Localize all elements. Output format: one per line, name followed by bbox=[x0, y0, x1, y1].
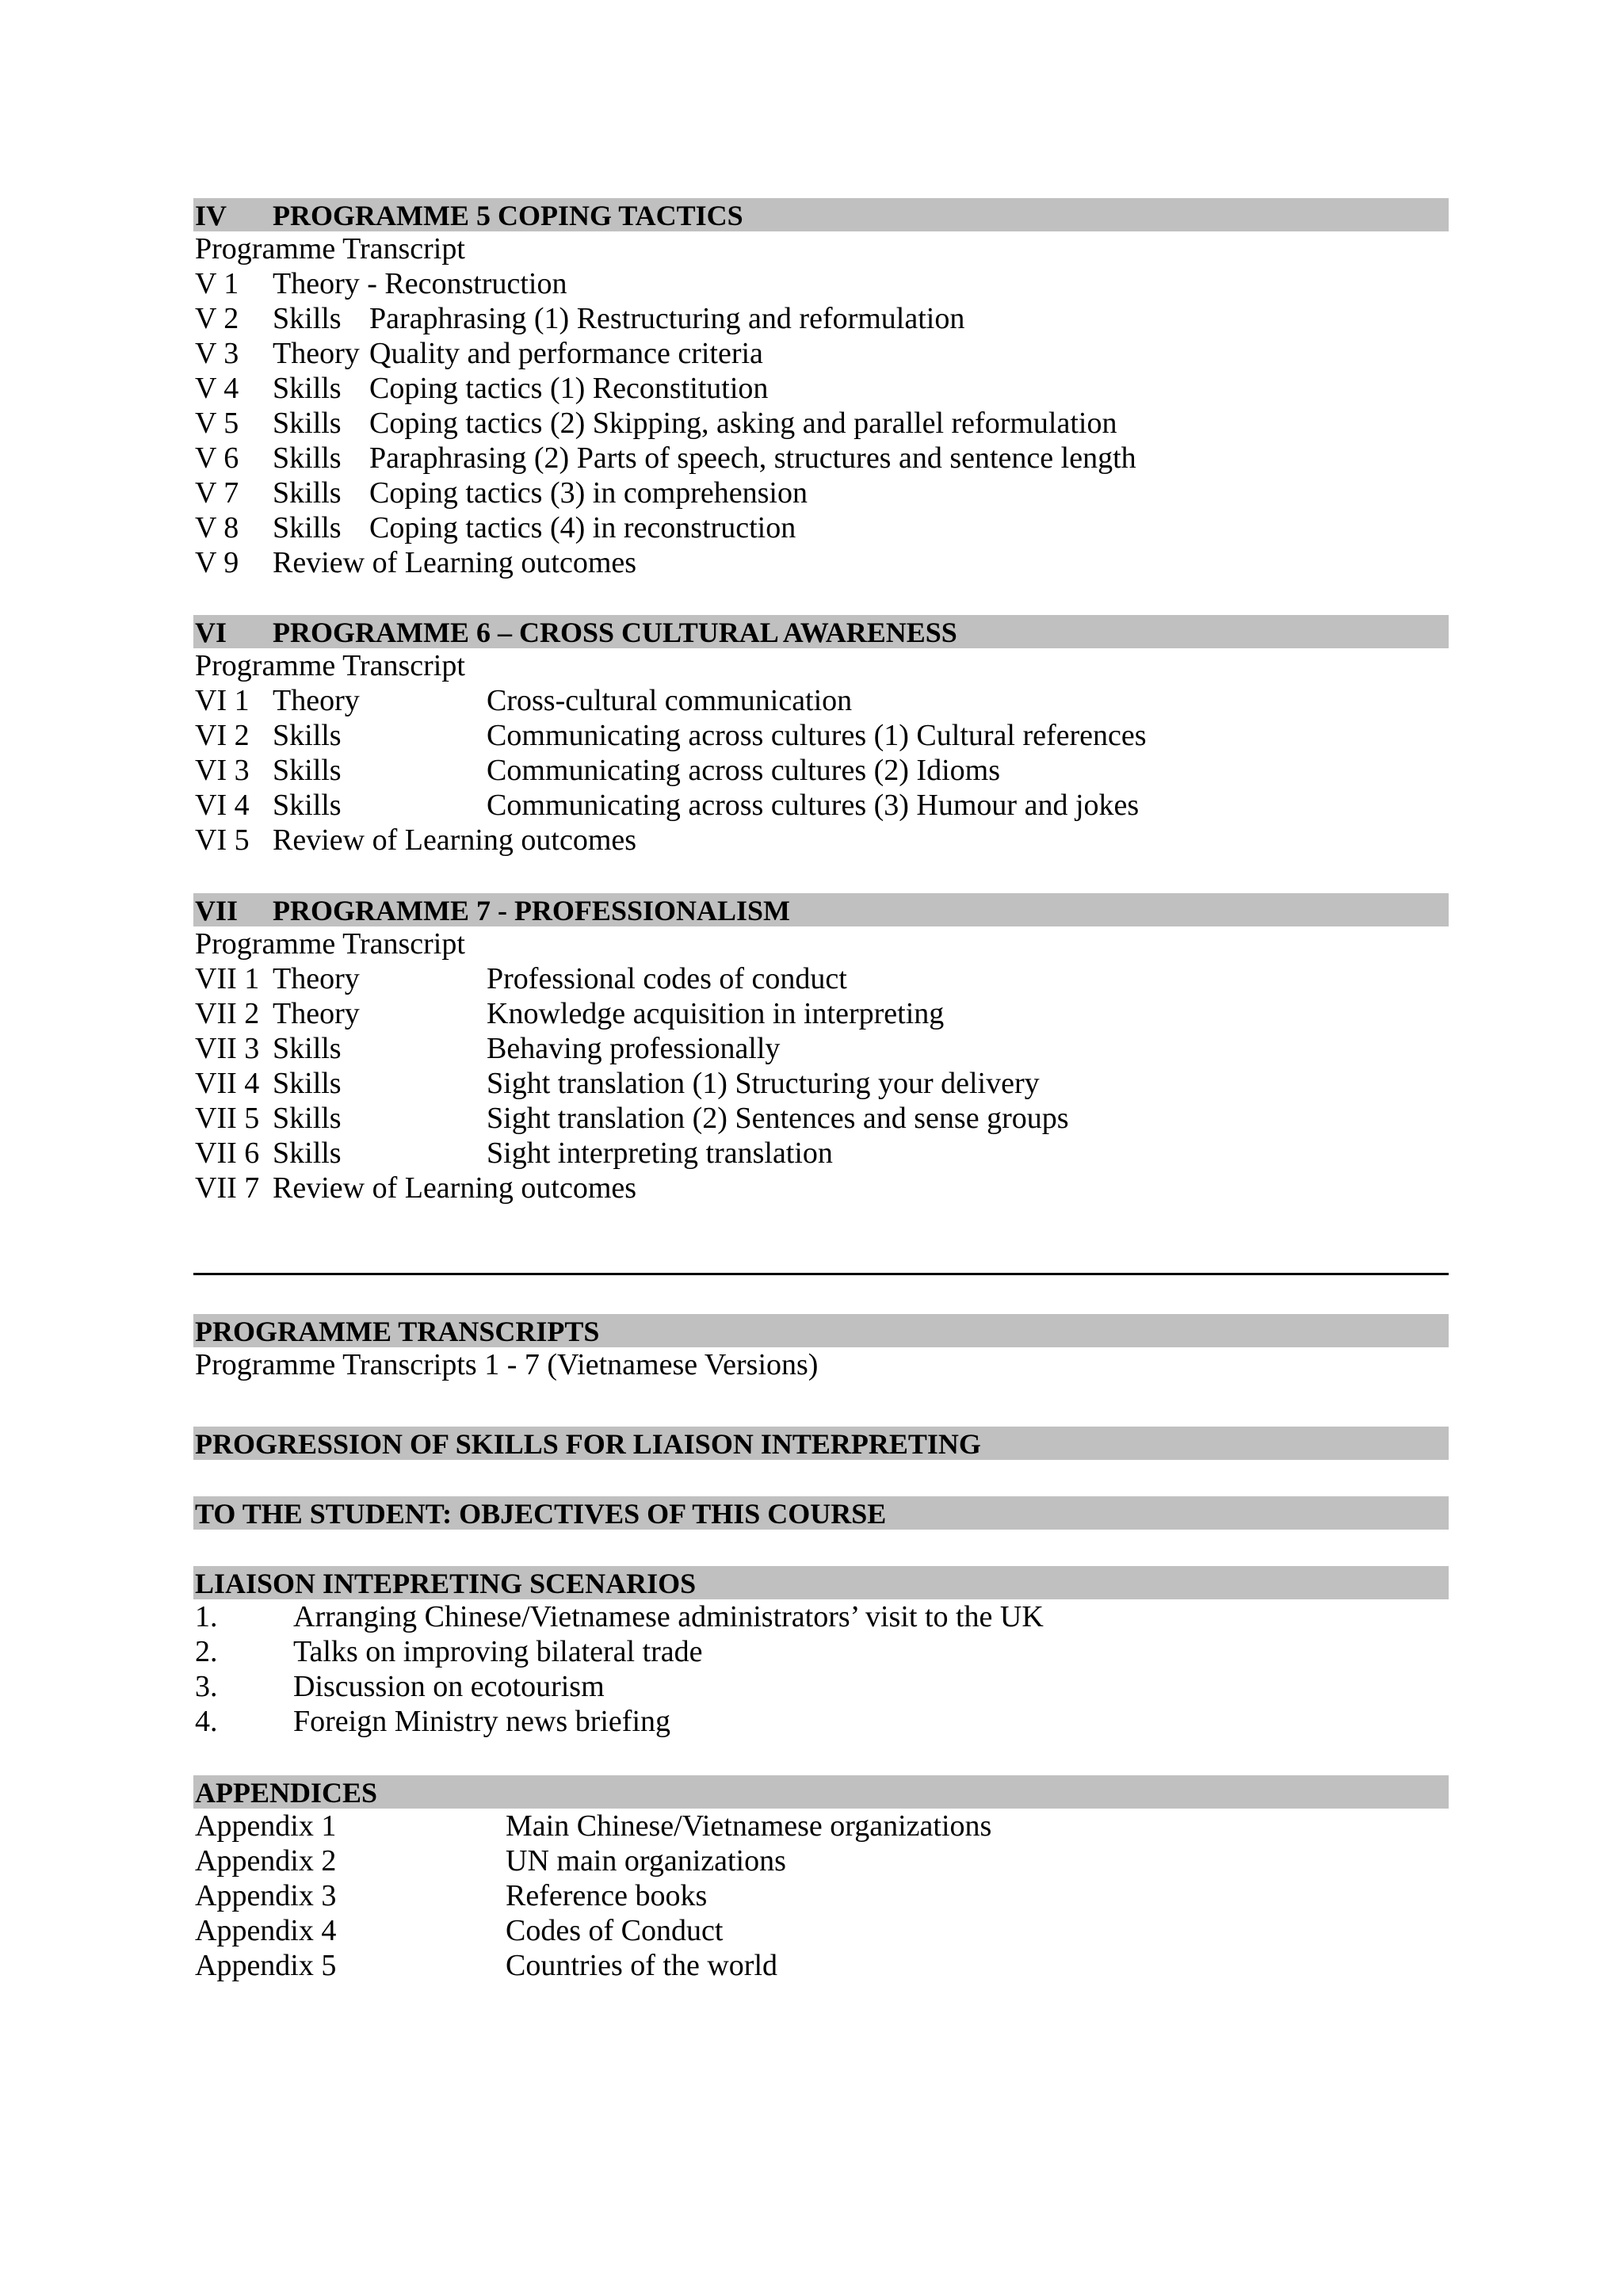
item-description: Communicating across cultures (2) Idioms bbox=[487, 754, 1000, 787]
item-description: Communicating across cultures (3) Humour and jokes bbox=[487, 789, 1140, 822]
list-item bbox=[193, 823, 1449, 858]
scenario-list bbox=[193, 1599, 1449, 1739]
section-header bbox=[193, 198, 1449, 231]
item-description: Sight translation (2) Sentences and sense groups bbox=[487, 1102, 1069, 1135]
list-item bbox=[193, 1031, 1449, 1066]
transcripts-line bbox=[193, 1347, 1449, 1382]
item-code: V 4 bbox=[195, 372, 239, 405]
scenario-number: 1. bbox=[195, 1600, 218, 1633]
list-item bbox=[193, 406, 1449, 441]
appendix-label: Appendix 2 bbox=[195, 1844, 337, 1878]
list-item bbox=[193, 371, 1449, 406]
section-title: PROGRAMME 6 – CROSS CULTURAL AWARENESS bbox=[273, 617, 957, 648]
item-type: Skills bbox=[273, 302, 342, 335]
section-title: PROGRAMME 5 COPING TACTICS bbox=[273, 200, 743, 231]
list-item bbox=[193, 683, 1449, 718]
item-type: Skills bbox=[273, 372, 342, 405]
item-description: Cross-cultural communication bbox=[487, 684, 853, 717]
item-type: Skills bbox=[273, 789, 342, 822]
transcript-line bbox=[193, 648, 1449, 683]
section-objectives bbox=[193, 1496, 1449, 1530]
item-type: Skills bbox=[273, 1067, 342, 1100]
item-description: Professional codes of conduct bbox=[487, 962, 847, 995]
item-list bbox=[193, 266, 1449, 580]
item-description: Sight translation (1) Structuring your delivery bbox=[487, 1067, 1040, 1100]
item-code: V 8 bbox=[195, 511, 239, 544]
item-code: VII 3 bbox=[195, 1032, 260, 1065]
list-item bbox=[193, 301, 1449, 336]
section-number: VII bbox=[195, 895, 239, 926]
item-code: VI 1 bbox=[195, 684, 250, 717]
transcript-line bbox=[193, 231, 1449, 266]
list-item bbox=[193, 788, 1449, 823]
list-item bbox=[193, 1599, 1449, 1634]
section-appendices bbox=[193, 1775, 1449, 1983]
list-item bbox=[193, 961, 1449, 996]
section-title: PROGRESSION OF SKILLS FOR LIAISON INTERPRETING bbox=[195, 1428, 981, 1460]
item-code: V 9 bbox=[195, 546, 239, 579]
list-item bbox=[193, 1066, 1449, 1101]
section-header bbox=[193, 615, 1449, 648]
item-code: V 7 bbox=[195, 476, 239, 510]
list-item bbox=[193, 1704, 1449, 1739]
list-item bbox=[193, 1101, 1449, 1136]
item-type: Skills bbox=[273, 407, 342, 440]
item-description: Paraphrasing (2) Parts of speech, structures and sentence length bbox=[369, 441, 1136, 475]
item-code: VII 2 bbox=[195, 997, 260, 1030]
item-description: Sight interpreting translation bbox=[487, 1137, 833, 1170]
item-description: Paraphrasing (1) Restructuring and reformulation bbox=[369, 302, 965, 335]
section-progression bbox=[193, 1427, 1449, 1460]
item-description: Quality and performance criteria bbox=[369, 337, 763, 370]
list-item bbox=[193, 718, 1449, 753]
scenario-text: Talks on improving bilateral trade bbox=[293, 1635, 703, 1668]
item-description: Coping tactics (1) Reconstitution bbox=[369, 372, 769, 405]
item-type: Skills bbox=[273, 754, 342, 787]
item-description: Coping tactics (4) in reconstruction bbox=[369, 511, 796, 544]
list-item bbox=[193, 1136, 1449, 1171]
item-description: Communicating across cultures (1) Cultural references bbox=[487, 719, 1147, 752]
section-header bbox=[193, 1566, 1449, 1599]
section-header bbox=[193, 1314, 1449, 1347]
section-title: PROGRAMME TRANSCRIPTS bbox=[195, 1316, 600, 1347]
item-type: Review of Learning outcomes bbox=[273, 546, 637, 579]
item-code: VII 6 bbox=[195, 1137, 260, 1170]
appendix-label: Appendix 3 bbox=[195, 1879, 337, 1912]
scenario-text: Foreign Ministry news briefing bbox=[293, 1705, 671, 1738]
section-programme-6 bbox=[193, 615, 1449, 858]
section-number: IV bbox=[195, 200, 227, 231]
list-item bbox=[193, 510, 1449, 545]
item-code: VII 7 bbox=[195, 1171, 260, 1205]
list-item bbox=[193, 753, 1449, 788]
item-description: Coping tactics (2) Skipping, asking and parallel reformulation bbox=[369, 407, 1117, 440]
item-type: Skills bbox=[273, 719, 342, 752]
item-type: Theory bbox=[273, 997, 360, 1030]
item-code: V 5 bbox=[195, 407, 239, 440]
item-code: VII 4 bbox=[195, 1067, 260, 1100]
item-type: Review of Learning outcomes bbox=[273, 1171, 637, 1205]
section-title: LIAISON INTEPRETING SCENARIOS bbox=[195, 1568, 697, 1599]
section-title: APPENDICES bbox=[195, 1777, 378, 1809]
section-scenarios bbox=[193, 1566, 1449, 1739]
section-transcripts bbox=[193, 1314, 1449, 1382]
list-item bbox=[193, 1843, 1449, 1878]
list-item bbox=[193, 545, 1449, 580]
item-code: V 3 bbox=[195, 337, 239, 370]
item-type: Theory - Reconstruction bbox=[273, 267, 567, 300]
item-type: Skills bbox=[273, 1102, 342, 1135]
list-item bbox=[193, 1948, 1449, 1983]
item-type: Skills bbox=[273, 511, 342, 544]
item-code: VII 1 bbox=[195, 962, 260, 995]
section-title: PROGRAMME 7 - PROFESSIONALISM bbox=[273, 895, 791, 926]
item-code: VI 2 bbox=[195, 719, 250, 752]
scenario-text: Arranging Chinese/Vietnamese administrators’ visit to the UK bbox=[293, 1600, 1044, 1633]
appendix-label: Appendix 5 bbox=[195, 1949, 337, 1982]
item-type: Review of Learning outcomes bbox=[273, 823, 637, 857]
section-header bbox=[193, 1427, 1449, 1460]
item-type: Skills bbox=[273, 441, 342, 475]
appendix-list bbox=[193, 1809, 1449, 1983]
section-programme-7 bbox=[193, 893, 1449, 1205]
item-code: VI 3 bbox=[195, 754, 250, 787]
appendix-text: Main Chinese/Vietnamese organizations bbox=[506, 1809, 992, 1843]
list-item bbox=[193, 441, 1449, 476]
item-description: Coping tactics (3) in comprehension bbox=[369, 476, 808, 510]
item-type: Skills bbox=[273, 1137, 342, 1170]
list-item bbox=[193, 1669, 1449, 1704]
scenario-number: 2. bbox=[195, 1635, 218, 1668]
item-type: Skills bbox=[273, 1032, 342, 1065]
appendix-text: Countries of the world bbox=[506, 1949, 778, 1982]
appendix-text: Codes of Conduct bbox=[506, 1914, 724, 1947]
scenario-number: 4. bbox=[195, 1705, 218, 1738]
list-item bbox=[193, 1171, 1449, 1205]
item-list bbox=[193, 961, 1449, 1205]
item-type: Skills bbox=[273, 476, 342, 510]
item-code: VI 5 bbox=[195, 823, 250, 857]
transcripts-text: Programme Transcripts 1 - 7 (Vietnamese Versions) bbox=[195, 1348, 819, 1381]
list-item bbox=[193, 1809, 1449, 1843]
appendix-label: Appendix 4 bbox=[195, 1914, 337, 1947]
item-type: Theory bbox=[273, 962, 360, 995]
transcript-line bbox=[193, 926, 1449, 961]
item-description: Knowledge acquisition in interpreting bbox=[487, 997, 945, 1030]
transcript-label: Programme Transcript bbox=[195, 232, 465, 266]
item-code: VI 4 bbox=[195, 789, 250, 822]
item-type: Theory bbox=[273, 684, 360, 717]
list-item bbox=[193, 1634, 1449, 1669]
list-item bbox=[193, 476, 1449, 510]
list-item bbox=[193, 996, 1449, 1031]
item-code: V 6 bbox=[195, 441, 239, 475]
item-code: V 2 bbox=[195, 302, 239, 335]
transcript-label: Programme Transcript bbox=[195, 649, 465, 682]
horizontal-divider bbox=[193, 1273, 1449, 1275]
section-programme-5 bbox=[193, 198, 1449, 580]
section-header bbox=[193, 1496, 1449, 1530]
section-header bbox=[193, 1775, 1449, 1809]
item-description: Behaving professionally bbox=[487, 1032, 781, 1065]
item-list bbox=[193, 683, 1449, 858]
item-code: V 1 bbox=[195, 267, 239, 300]
appendix-label: Appendix 1 bbox=[195, 1809, 337, 1843]
appendix-text: UN main organizations bbox=[506, 1844, 786, 1878]
appendix-text: Reference books bbox=[506, 1879, 708, 1912]
scenario-number: 3. bbox=[195, 1670, 218, 1703]
transcript-label: Programme Transcript bbox=[195, 927, 465, 961]
section-header bbox=[193, 893, 1449, 926]
section-number: VI bbox=[195, 617, 227, 648]
item-type: Theory bbox=[273, 337, 360, 370]
item-code: VII 5 bbox=[195, 1102, 260, 1135]
list-item bbox=[193, 1878, 1449, 1913]
list-item bbox=[193, 336, 1449, 371]
scenario-text: Discussion on ecotourism bbox=[293, 1670, 605, 1703]
list-item bbox=[193, 266, 1449, 301]
list-item bbox=[193, 1913, 1449, 1948]
section-title: TO THE STUDENT: OBJECTIVES OF THIS COURSE bbox=[195, 1498, 887, 1530]
